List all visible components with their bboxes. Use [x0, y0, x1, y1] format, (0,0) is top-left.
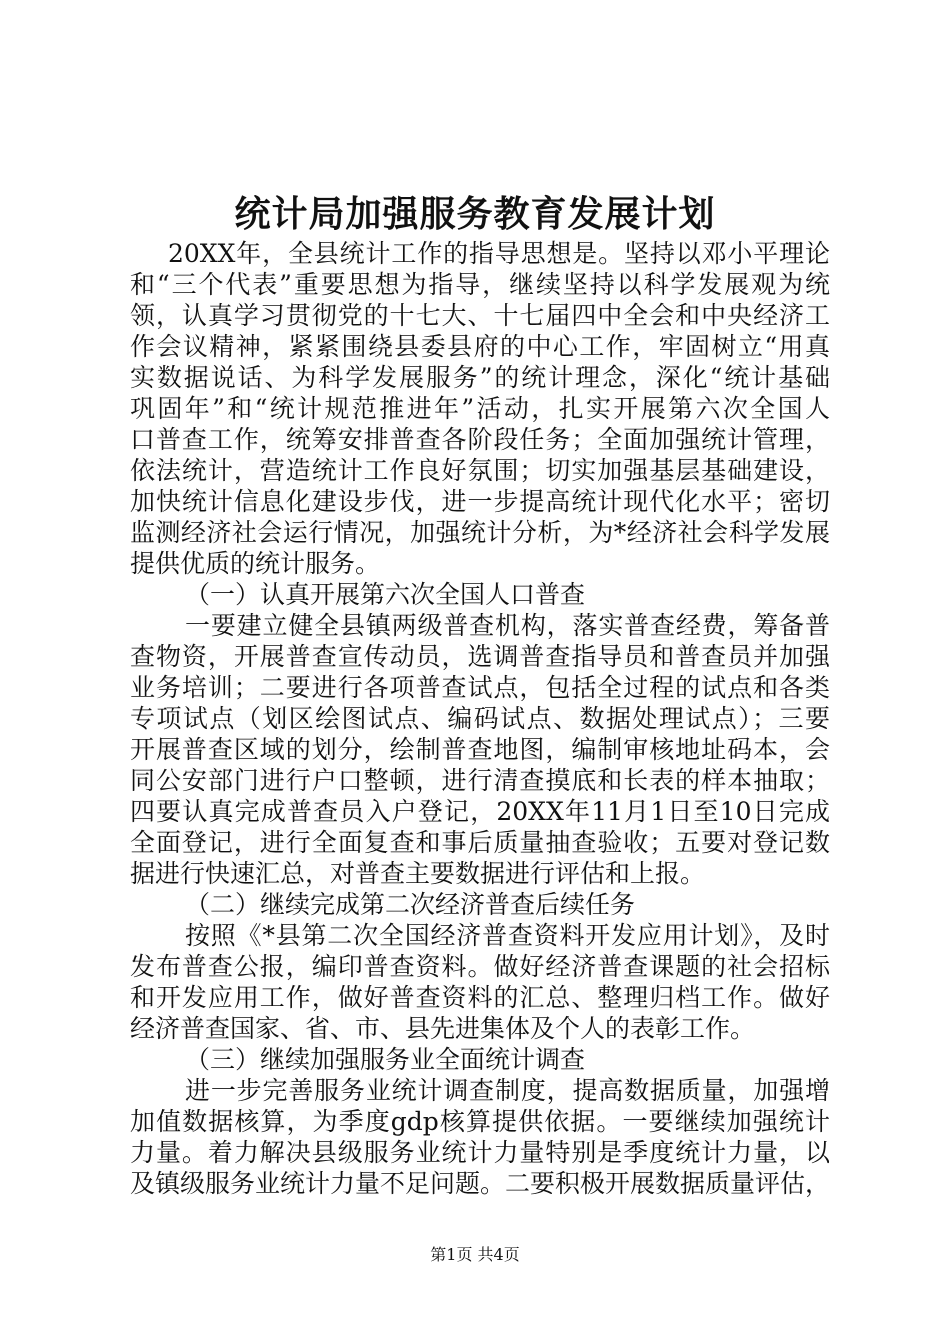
text-line: 力量。着力解决县级服务业统计力量特别是季度统计力量，以	[130, 1138, 830, 1167]
text-line: 经济普查国家、省、市、县先进集体及个人的表彰工作。	[130, 1014, 756, 1043]
text-line: 提供优质的统计服务。	[130, 549, 381, 578]
text-line: 监测经济社会运行情况，加强统计分析，为*经济社会科学发展	[130, 518, 830, 547]
text-line: 发布普查公报，编印普查资料。做好经济普查课题的社会招标	[130, 952, 830, 981]
text-line: 据进行快速汇总，对普查主要数据进行评估和上报。	[130, 859, 706, 888]
text-line: 全面登记，进行全面复查和事后质量抽查验收；五要对登记数	[130, 828, 830, 857]
text-line: 四要认真完成普查员入户登记，20XX年11月1日至10日完成	[130, 797, 830, 826]
text-line: 加值数据核算，为季度gdp核算提供依据。一要继续加强统计	[130, 1107, 830, 1136]
text-line: 按照《*县第二次全国经济普查资料开发应用计划》，及时	[185, 921, 830, 950]
page-footer: 第1页 共4页	[430, 1245, 520, 1264]
text-line: 加快统计信息化建设步伐，进一步提高统计现代化水平；密切	[130, 487, 830, 516]
text-line: 进一步完善服务业统计调查制度，提高数据质量，加强增	[185, 1076, 830, 1105]
text-line: 作会议精神，紧紧围绕县委县府的中心工作，牢固树立“用真	[130, 332, 830, 361]
text-line: 一要建立健全县镇两级普查机构，落实普查经费，筹备普	[185, 611, 830, 640]
text-line: 及镇级服务业统计力量不足问题。二要积极开展数据质量评估，	[130, 1169, 831, 1198]
text-line: 业务培训；二要进行各项普查试点，包括全过程的试点和各类	[130, 673, 830, 702]
text-line: 同公安部门进行户口整顿，进行清查摸底和长表的样本抽取；	[130, 766, 830, 795]
text-line: 专项试点（划区绘图试点、编码试点、数据处理试点）；三要	[130, 704, 830, 733]
text-line: 依法统计，营造统计工作良好氛围；切实加强基层基础建设，	[130, 456, 830, 485]
text-line: 开展普查区域的划分，绘制普查地图，编制审核地址码本，会	[130, 735, 830, 764]
section-heading: （二）继续完成第二次经济普查后续任务	[185, 890, 636, 919]
text-line: 口普查工作，统筹安排普查各阶段任务；全面加强统计管理，	[130, 425, 830, 454]
text-line: 20XX年，全县统计工作的指导思想是。坚持以邓小平理论	[168, 239, 830, 268]
document-title: 统计局加强服务教育发展计划	[234, 194, 716, 235]
section-heading: （一）认真开展第六次全国人口普查	[185, 580, 586, 609]
text-line: 和开发应用工作，做好普查资料的汇总、整理归档工作。做好	[130, 983, 830, 1012]
text-line: 巩固年”和“统计规范推进年”活动，扎实开展第六次全国人	[130, 394, 830, 423]
text-line: 和“三个代表”重要思想为指导，继续坚持以科学发展观为统	[130, 270, 830, 299]
text-line: 查物资，开展普查宣传动员，选调普查指导员和普查员并加强	[130, 642, 830, 671]
text-line: 实数据说话、为科学发展服务”的统计理念，深化“统计基础	[130, 363, 830, 392]
document-body	[130, 238, 830, 1199]
section-heading: （三）继续加强服务业全面统计调查	[185, 1045, 586, 1074]
text-line: 领，认真学习贯彻党的十七大、十七届四中全会和中央经济工	[130, 301, 830, 330]
